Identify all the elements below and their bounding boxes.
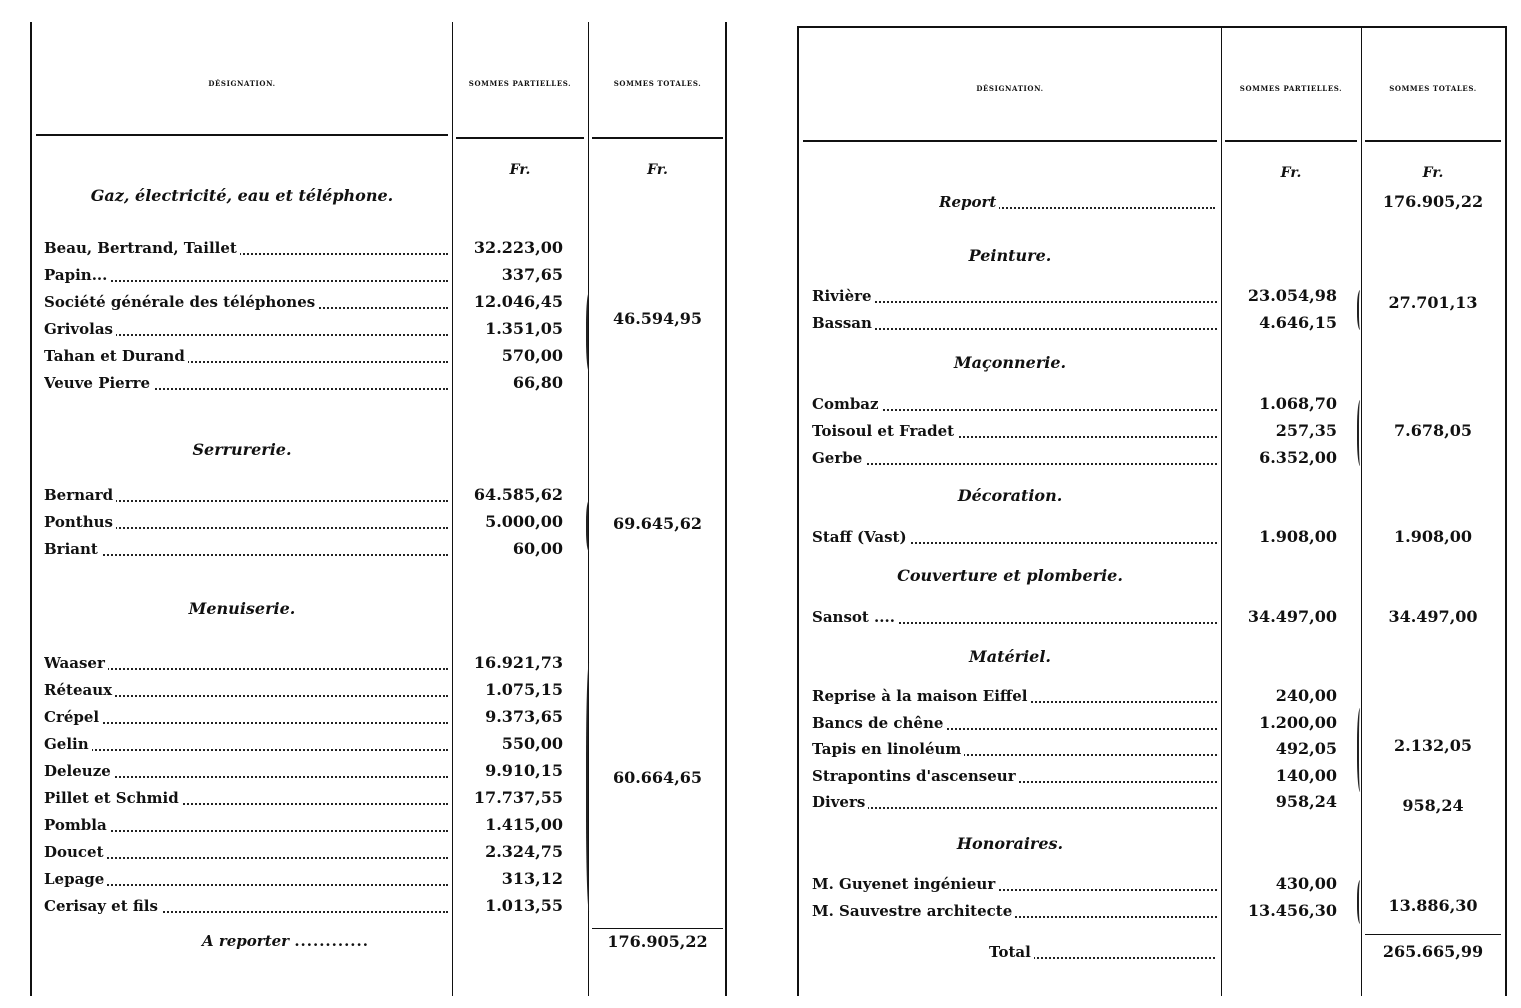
report-label: Report	[939, 193, 999, 211]
item-amount: 140,00	[1275, 765, 1337, 785]
item-amount: 66,80	[512, 373, 563, 392]
section-total: 34.497,00	[1388, 607, 1478, 626]
list-item	[799, 448, 1361, 470]
list-item	[799, 527, 1361, 549]
header-sommes-totales: SOMMES TOTALES.	[1389, 84, 1477, 93]
list-item	[799, 686, 1361, 708]
list-item	[799, 713, 1361, 735]
header-rule	[36, 134, 448, 136]
item-label: Réteaux	[44, 681, 115, 699]
item-label: Divers	[812, 793, 868, 811]
list-item	[32, 238, 588, 260]
item-amount: 570,00	[501, 346, 563, 365]
section-title: Peinture.	[968, 246, 1052, 265]
unit-francs: Fr.	[509, 162, 531, 178]
divers-total: 958,24	[1402, 796, 1464, 815]
item-amount: 1.075,15	[485, 680, 563, 699]
item-label: Ponthus	[44, 513, 116, 531]
item-label: Strapontins d'ascenseur	[812, 767, 1019, 785]
item-label: Cerisay et fils	[44, 897, 161, 915]
item-amount: 32.223,00	[473, 238, 563, 257]
list-item	[32, 653, 588, 675]
item-label: Grivolas	[44, 320, 116, 338]
item-label: Deleuze	[44, 762, 114, 780]
item-amount: 6.352,00	[1259, 448, 1337, 467]
list-item	[32, 869, 588, 891]
header-rule	[803, 140, 1217, 142]
item-label: Staff (Vast)	[812, 528, 910, 546]
item-label: Tapis en linoléum	[812, 740, 964, 758]
section-total: 69.645,62	[612, 514, 703, 533]
list-item	[799, 421, 1361, 443]
item-amount: 1.415,00	[485, 815, 563, 834]
item-amount: 4.646,15	[1259, 313, 1337, 332]
list-item	[32, 373, 588, 395]
item-amount: 1.068,70	[1259, 394, 1337, 413]
item-label: Société générale des téléphones	[44, 293, 318, 311]
item-label: Waaser	[44, 654, 108, 672]
list-item	[32, 842, 588, 864]
list-item	[32, 346, 588, 368]
item-label: Beau, Bertrand, Taillet	[44, 239, 240, 257]
item-amount: 313,12	[501, 869, 563, 888]
list-item	[32, 319, 588, 341]
header-sommes-partielles: SOMMES PARTIELLES.	[468, 79, 572, 88]
item-amount: 64.585,62	[473, 485, 563, 504]
item-amount: 12.046,45	[473, 292, 563, 311]
section-title: Matériel.	[969, 647, 1051, 666]
section-total: 27.701,13	[1388, 293, 1478, 312]
item-amount: 550,00	[501, 734, 563, 753]
item-label: Briant	[44, 540, 101, 558]
item-amount: 240,00	[1275, 686, 1337, 705]
section-total: 2.132,05	[1394, 736, 1472, 755]
item-amount: 17.737,55	[473, 788, 563, 807]
item-amount: 23.054,98	[1247, 286, 1337, 305]
list-item	[32, 734, 588, 756]
header-rule	[592, 137, 723, 139]
unit-francs: Fr.	[647, 162, 668, 178]
item-amount: 5.000,00	[485, 512, 563, 531]
item-label: M. Guyenet ingénieur	[812, 875, 998, 893]
section-title: Couverture et plomberie.	[897, 566, 1123, 585]
list-item	[32, 680, 588, 702]
unit-francs: Fr.	[1422, 165, 1444, 181]
list-item	[32, 265, 588, 287]
item-label: Doucet	[44, 843, 107, 861]
item-amount: 1.200,00	[1259, 712, 1337, 732]
item-label: Rivière	[812, 287, 875, 305]
list-item	[799, 792, 1361, 814]
left-table	[30, 22, 727, 996]
item-amount: 958,24	[1275, 792, 1337, 811]
grand-total-label: Total	[989, 943, 1034, 961]
item-amount: 337,65	[501, 265, 563, 284]
list-item	[799, 607, 1361, 629]
section-title: Gaz, électricité, eau et téléphone.	[90, 186, 394, 205]
item-amount: 60,00	[512, 539, 563, 558]
item-label: Pombla	[44, 816, 110, 834]
report-total: 176.905,22	[1382, 192, 1484, 211]
item-amount: 1.908,00	[1259, 527, 1337, 546]
list-item	[799, 739, 1361, 761]
item-label: Combaz	[812, 395, 882, 413]
section-total: 7.678,05	[1394, 421, 1472, 440]
item-label: Crépel	[44, 708, 102, 726]
list-item	[32, 761, 588, 783]
carry-total: 176.905,22	[607, 932, 708, 951]
carry-label-text: A reporter	[202, 932, 290, 950]
item-amount: 492,05	[1275, 739, 1337, 758]
section-total: 46.594,95	[612, 309, 703, 328]
list-item	[32, 896, 588, 918]
unit-francs: Fr.	[1280, 165, 1302, 181]
item-label: Bancs de chêne	[812, 714, 946, 732]
report-row	[799, 192, 1221, 214]
item-label: Gelin	[44, 735, 92, 753]
section-title: Menuiserie.	[188, 599, 296, 618]
item-label: Bernard	[44, 486, 116, 504]
item-label: M. Sauvestre architecte	[812, 902, 1015, 920]
right-table	[797, 26, 1507, 996]
section-total: 13.886,30	[1388, 896, 1478, 915]
section-title: Maçonnerie.	[953, 353, 1067, 372]
item-amount: 9.910,15	[485, 761, 563, 780]
header-rule	[1225, 140, 1357, 142]
header-designation: DÉSIGNATION.	[208, 79, 276, 88]
item-amount: 34.497,00	[1247, 607, 1337, 626]
section-title: Décoration.	[957, 486, 1063, 505]
item-label: Veuve Pierre	[44, 374, 153, 392]
list-item	[799, 874, 1361, 896]
list-item	[799, 394, 1361, 416]
item-label: Lepage	[44, 870, 107, 888]
item-amount: 430,00	[1275, 874, 1337, 893]
list-item	[32, 815, 588, 837]
section-total: 1.908,00	[1394, 527, 1472, 546]
list-item	[799, 901, 1361, 923]
item-amount: 2.324,75	[485, 842, 563, 861]
section-title: Serrurerie.	[192, 440, 292, 459]
item-label: Sansot ....	[812, 608, 898, 626]
item-label: Papin...	[44, 266, 110, 284]
list-item	[799, 766, 1361, 788]
list-item	[32, 539, 588, 561]
sum-rule	[592, 928, 723, 929]
list-item	[32, 788, 588, 810]
header-rule	[1365, 140, 1501, 142]
item-amount: 13.456,30	[1247, 901, 1337, 920]
section-title: Honoraires.	[956, 834, 1064, 853]
item-label: Bassan	[812, 314, 875, 332]
item-label: Toisoul et Fradet	[812, 422, 957, 440]
grand-total-row	[799, 942, 1221, 964]
item-amount: 9.373,65	[485, 707, 563, 726]
item-amount: 257,35	[1275, 421, 1337, 440]
item-amount: 16.921,73	[473, 653, 563, 672]
header-sommes-totales: SOMMES TOTALES.	[613, 79, 702, 88]
carry-dots: ............	[294, 932, 369, 950]
list-item	[32, 512, 588, 534]
grand-total: 265.665,99	[1382, 942, 1484, 961]
item-label: Reprise à la maison Eiffel	[812, 687, 1030, 705]
list-item	[32, 485, 588, 507]
item-amount: 1.351,05	[485, 319, 563, 338]
list-item	[799, 286, 1361, 308]
section-total: 60.664,65	[612, 768, 703, 787]
list-item	[32, 292, 588, 314]
header-sommes-partielles: SOMMES PARTIELLES.	[1239, 84, 1343, 93]
item-label: Gerbe	[812, 449, 865, 467]
sum-rule	[1365, 934, 1501, 935]
carry-label	[202, 932, 369, 950]
header-rule	[456, 137, 584, 139]
header-designation: DÉSIGNATION.	[976, 84, 1044, 93]
item-label: Pillet et Schmid	[44, 789, 182, 807]
list-item	[799, 313, 1361, 335]
item-amount: 1.013,55	[485, 896, 563, 915]
list-item	[32, 707, 588, 729]
item-label: Tahan et Durand	[44, 347, 188, 365]
